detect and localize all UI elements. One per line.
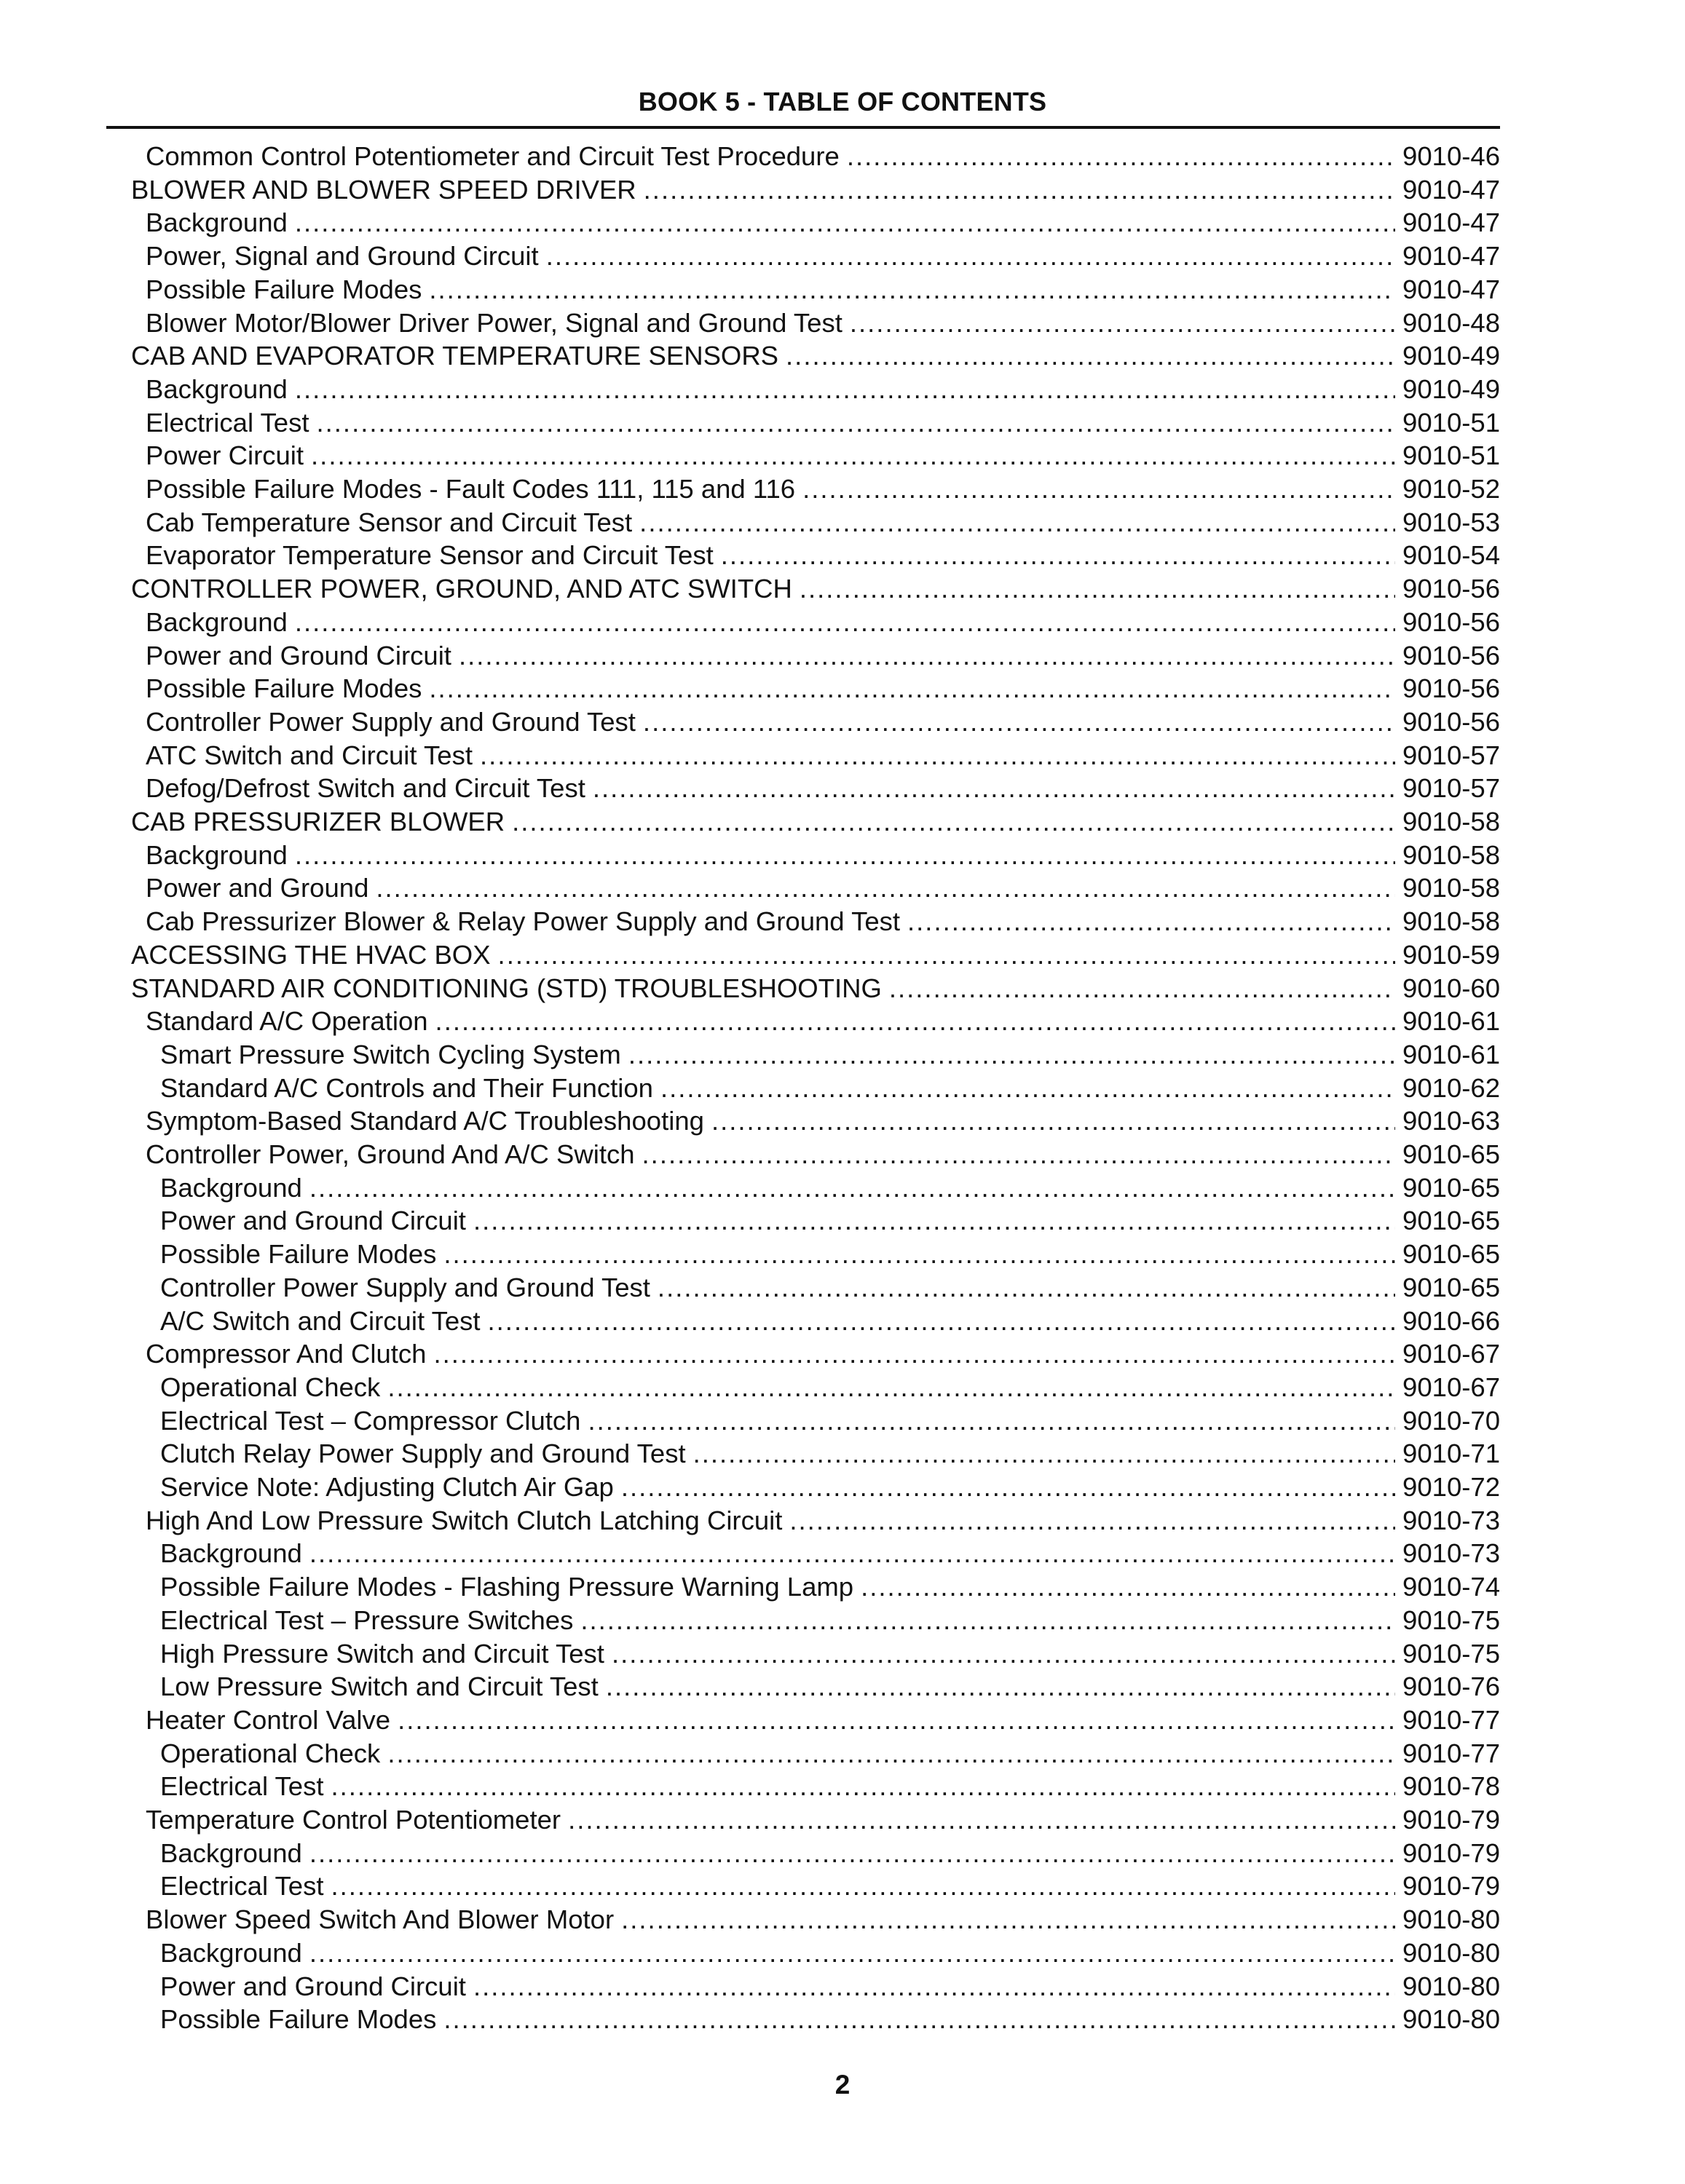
dot-leader <box>429 273 1395 306</box>
toc-entry-title: CAB PRESSURIZER BLOWER <box>131 805 512 839</box>
toc-entry-title: Power Circuit <box>146 439 311 472</box>
toc-entry[interactable] <box>146 406 1500 440</box>
toc-entry-page: 9010-56 <box>1402 607 1500 637</box>
dot-leader <box>660 1072 1395 1105</box>
toc-entry[interactable] <box>146 1337 1500 1371</box>
toc-entry-title: Defog/Defrost Switch and Circuit Test <box>146 772 593 805</box>
toc-entry-page: 9010-80 <box>1402 1904 1500 1934</box>
toc-entry[interactable] <box>146 739 1500 772</box>
toc-entry-page: 9010-56 <box>1402 673 1500 703</box>
toc-entry-title: Cab Pressurizer Blower & Relay Power Supply and Ground Test <box>146 905 907 938</box>
toc-entry[interactable] <box>146 472 1500 506</box>
dot-leader <box>311 439 1395 472</box>
toc-entry-title: Blower Speed Switch And Blower Motor <box>146 1903 621 1936</box>
toc-entry-page: 9010-58 <box>1402 807 1500 836</box>
toc-entry-title: Heater Control Valve <box>146 1704 398 1737</box>
toc-entry-page: 9010-53 <box>1402 507 1500 537</box>
toc-entry-page: 9010-63 <box>1402 1106 1500 1136</box>
title-divider <box>106 126 1500 129</box>
dot-leader <box>621 1471 1395 1504</box>
toc-entry[interactable] <box>146 839 1500 872</box>
toc-entry-title: Operational Check <box>160 1737 387 1770</box>
toc-entry-page: 9010-59 <box>1402 940 1500 970</box>
toc-entry[interactable] <box>131 938 1500 972</box>
toc-entry-page: 9010-80 <box>1402 1971 1500 2001</box>
toc-entry-title: Smart Pressure Switch Cycling System <box>160 1038 628 1072</box>
toc-entry[interactable] <box>146 1704 1500 1737</box>
toc-entry-page: 9010-79 <box>1402 1805 1500 1835</box>
toc-entry-title: Background <box>146 373 295 406</box>
toc-entry-page: 9010-58 <box>1402 873 1500 903</box>
toc-entry[interactable] <box>146 1104 1500 1138</box>
dot-leader <box>850 306 1395 340</box>
toc-entry-title: Power and Ground Circuit <box>146 639 459 673</box>
dot-leader <box>628 1038 1395 1072</box>
toc-entry-title: CONTROLLER POWER, GROUND, AND ATC SWITCH <box>131 572 800 606</box>
toc-entry-title: Operational Check <box>160 1371 387 1404</box>
toc-entry-page: 9010-52 <box>1402 474 1500 504</box>
toc-entry[interactable] <box>160 2003 1500 2036</box>
toc-entry-title: Common Control Potentiometer and Circuit Test Procedure <box>146 140 847 173</box>
toc-entry[interactable] <box>146 373 1500 406</box>
toc-entry[interactable] <box>160 1870 1500 1903</box>
toc-entry-title: Evaporator Temperature Sensor and Circuit Test <box>146 539 721 572</box>
toc-entry-title: Background <box>160 1936 309 1970</box>
toc-entry[interactable] <box>160 1404 1500 1438</box>
toc-entry-title: Possible Failure Modes <box>146 273 429 306</box>
toc-entry-title: Low Pressure Switch and Circuit Test <box>160 1670 606 1704</box>
page-title: BOOK 5 - TABLE OF CONTENTS <box>638 87 1047 116</box>
dot-leader <box>580 1604 1395 1637</box>
toc-entry-title: Symptom-Based Standard A/C Troubleshooting <box>146 1104 711 1138</box>
dot-leader <box>711 1104 1395 1138</box>
toc-entry-page: 9010-58 <box>1402 906 1500 936</box>
toc-entry[interactable] <box>146 1504 1500 1538</box>
toc-entry-title: Background <box>146 839 295 872</box>
dot-leader <box>907 905 1395 938</box>
dot-leader <box>546 240 1395 273</box>
toc-entry-title: High And Low Pressure Switch Clutch Latching Circuit <box>146 1504 789 1538</box>
dot-leader <box>512 805 1395 839</box>
toc-entry-page: 9010-72 <box>1402 1472 1500 1502</box>
toc-entry[interactable] <box>160 1038 1500 1072</box>
toc-entry[interactable] <box>160 1471 1500 1504</box>
toc-entry-title: Electrical Test <box>146 406 317 440</box>
toc-entry[interactable] <box>160 1437 1500 1471</box>
dot-leader <box>387 1371 1395 1404</box>
toc-entry-page: 9010-77 <box>1402 1705 1500 1735</box>
toc-entry[interactable] <box>160 1238 1500 1271</box>
toc-entry[interactable] <box>160 1970 1500 2003</box>
toc-entry-title: Background <box>160 1171 309 1205</box>
dot-leader <box>331 1770 1396 1803</box>
dot-leader <box>606 1670 1395 1704</box>
toc-entry-page: 9010-56 <box>1402 641 1500 670</box>
dot-leader <box>443 2003 1395 2036</box>
dot-leader <box>433 1337 1395 1371</box>
toc-entry-title: A/C Switch and Circuit Test <box>160 1305 488 1338</box>
toc-entry-title: Background <box>160 1537 309 1570</box>
toc-entry-title: Background <box>146 606 295 639</box>
toc-entry[interactable] <box>160 1537 1500 1570</box>
dot-leader <box>317 406 1396 440</box>
toc-entry-title: CAB AND EVAPORATOR TEMPERATURE SENSORS <box>131 339 786 373</box>
toc-entry[interactable] <box>146 306 1500 340</box>
dot-leader <box>387 1737 1395 1770</box>
dot-leader <box>309 1837 1395 1870</box>
toc-entry-title: Possible Failure Modes <box>160 2003 443 2036</box>
toc-entry-title: Cab Temperature Sensor and Circuit Test <box>146 506 639 539</box>
toc-entry-page: 9010-65 <box>1402 1273 1500 1302</box>
toc-entry-page: 9010-58 <box>1402 840 1500 870</box>
dot-leader <box>847 140 1395 173</box>
toc-entry-page: 9010-80 <box>1402 2004 1500 2034</box>
toc-entry[interactable] <box>160 1737 1500 1770</box>
toc-entry-page: 9010-65 <box>1402 1239 1500 1269</box>
dot-leader <box>621 1903 1395 1936</box>
toc-entry-title: Temperature Control Potentiometer <box>146 1803 568 1837</box>
toc-entry[interactable] <box>160 1670 1500 1704</box>
toc-entry[interactable] <box>131 173 1500 207</box>
toc-entry-title: Electrical Test <box>160 1770 331 1803</box>
toc-entry-page: 9010-62 <box>1402 1073 1500 1103</box>
toc-entry-page: 9010-65 <box>1402 1173 1500 1203</box>
dot-leader <box>309 1936 1395 1970</box>
toc-entry[interactable] <box>160 1770 1500 1803</box>
toc-entry-page: 9010-67 <box>1402 1372 1500 1402</box>
toc-entry-page: 9010-57 <box>1402 740 1500 770</box>
toc-entry[interactable] <box>160 1936 1500 1970</box>
toc-entry-title: ACCESSING THE HVAC BOX <box>131 938 498 972</box>
toc-entry-page: 9010-71 <box>1402 1439 1500 1468</box>
toc-entry-page: 9010-46 <box>1402 141 1500 171</box>
toc-entry-title: Power and Ground Circuit <box>160 1970 473 2003</box>
toc-entry-title: Power and Ground Circuit <box>160 1204 473 1238</box>
toc-entry[interactable] <box>146 1138 1500 1171</box>
toc-entry[interactable] <box>131 339 1500 373</box>
toc-entry[interactable] <box>160 1171 1500 1205</box>
toc-entry-title: Controller Power Supply and Ground Test <box>146 705 643 739</box>
dot-leader <box>435 1005 1396 1038</box>
dot-leader <box>721 539 1395 572</box>
toc-entry[interactable] <box>160 1371 1500 1404</box>
toc-entry-title: Power and Ground <box>146 871 376 905</box>
toc-entry-page: 9010-51 <box>1402 440 1500 470</box>
dot-leader <box>295 839 1395 872</box>
toc-entry[interactable] <box>146 705 1500 739</box>
toc-entry[interactable] <box>160 1271 1500 1305</box>
toc-entry[interactable] <box>146 1005 1500 1038</box>
dot-leader <box>642 1138 1396 1171</box>
toc-entry-title: BLOWER AND BLOWER SPEED DRIVER <box>131 173 644 207</box>
toc-entry-title: Service Note: Adjusting Clutch Air Gap <box>160 1471 621 1504</box>
dot-leader <box>498 938 1396 972</box>
dot-leader <box>473 1970 1395 2003</box>
toc-entry-title: Standard A/C Operation <box>146 1005 435 1038</box>
dot-leader <box>588 1404 1395 1438</box>
toc-entry-page: 9010-61 <box>1402 1040 1500 1069</box>
toc-entry[interactable] <box>160 1204 1500 1238</box>
toc-entry[interactable] <box>146 539 1500 572</box>
toc-entry-page: 9010-80 <box>1402 1938 1500 1968</box>
toc-entry-page: 9010-77 <box>1402 1738 1500 1768</box>
toc-entry[interactable] <box>146 871 1500 905</box>
toc-entry[interactable] <box>131 805 1500 839</box>
toc-entry-title: Electrical Test <box>160 1870 331 1903</box>
toc-entry[interactable] <box>146 206 1500 240</box>
toc-entry[interactable] <box>146 140 1500 173</box>
toc-entry-title: Possible Failure Modes - Flashing Pressure Warning Lamp <box>160 1570 861 1604</box>
toc-entry-page: 9010-78 <box>1402 1771 1500 1801</box>
toc-entry-page: 9010-47 <box>1402 175 1500 205</box>
toc-entry[interactable] <box>160 1604 1500 1637</box>
toc-entry-title: Controller Power, Ground And A/C Switch <box>146 1138 642 1171</box>
dot-leader <box>643 705 1395 739</box>
toc-entry-page: 9010-76 <box>1402 1671 1500 1701</box>
toc-entry-page: 9010-70 <box>1402 1406 1500 1436</box>
toc-entry[interactable] <box>160 1072 1500 1105</box>
toc-entry[interactable] <box>146 606 1500 639</box>
toc-entry-page: 9010-75 <box>1402 1639 1500 1669</box>
toc-entry[interactable] <box>146 240 1500 273</box>
toc-entry-title: Possible Failure Modes - Fault Codes 111, 115 and 116 <box>146 472 802 506</box>
toc-entry-title: Possible Failure Modes <box>146 672 429 705</box>
dot-leader <box>473 1204 1395 1238</box>
dot-leader <box>376 871 1395 905</box>
toc-entry-page: 9010-73 <box>1402 1538 1500 1568</box>
toc-entry-page: 9010-49 <box>1402 341 1500 371</box>
toc-entry-page: 9010-54 <box>1402 540 1500 570</box>
toc-entry-title: Blower Motor/Blower Driver Power, Signal and Ground Test <box>146 306 850 340</box>
toc-entry[interactable] <box>146 905 1500 938</box>
toc-entry-page: 9010-51 <box>1402 408 1500 438</box>
dot-leader <box>398 1704 1395 1737</box>
dot-leader <box>639 506 1395 539</box>
dot-leader <box>331 1870 1396 1903</box>
toc-entry[interactable] <box>146 772 1500 805</box>
toc-entry-page: 9010-73 <box>1402 1506 1500 1535</box>
toc-entry-page: 9010-74 <box>1402 1572 1500 1602</box>
toc-entry-title: Standard A/C Controls and Their Function <box>160 1072 660 1105</box>
toc-entry[interactable] <box>160 1570 1500 1604</box>
toc-entry-page: 9010-61 <box>1402 1006 1500 1036</box>
toc-entry-title: Background <box>160 1837 309 1870</box>
toc-entry[interactable] <box>146 639 1500 673</box>
toc-entry-page: 9010-65 <box>1402 1206 1500 1235</box>
toc-entry-page: 9010-79 <box>1402 1838 1500 1868</box>
toc-entry-title: Clutch Relay Power Supply and Ground Test <box>160 1437 693 1471</box>
toc-entry-page: 9010-79 <box>1402 1871 1500 1901</box>
dot-leader <box>443 1238 1395 1271</box>
dot-leader <box>593 772 1395 805</box>
toc-entry-page: 9010-47 <box>1402 274 1500 304</box>
dot-leader <box>861 1570 1395 1604</box>
dot-leader <box>693 1437 1395 1471</box>
toc-entry-title: Possible Failure Modes <box>160 1238 443 1271</box>
toc-entry-page: 9010-66 <box>1402 1306 1500 1336</box>
toc-entry[interactable] <box>146 1903 1500 1936</box>
dot-leader <box>295 206 1395 240</box>
toc-entry-page: 9010-56 <box>1402 574 1500 604</box>
toc-entry-page: 9010-60 <box>1402 973 1500 1003</box>
dot-leader <box>612 1637 1395 1671</box>
toc-entry-page: 9010-75 <box>1402 1605 1500 1635</box>
toc-entry-title: Background <box>146 206 295 240</box>
toc-entry-title: Controller Power Supply and Ground Test <box>160 1271 658 1305</box>
toc-entry-page: 9010-47 <box>1402 241 1500 271</box>
toc-entry-title: STANDARD AIR CONDITIONING (STD) TROUBLESHOOTING <box>131 972 889 1005</box>
dot-leader <box>429 672 1395 705</box>
dot-leader <box>459 639 1395 673</box>
dot-leader <box>800 572 1395 606</box>
toc-entry-page: 9010-48 <box>1402 308 1500 338</box>
toc-entry-page: 9010-57 <box>1402 773 1500 803</box>
page-number: 2 <box>834 2070 851 2100</box>
dot-leader <box>568 1803 1395 1837</box>
toc-entry[interactable] <box>146 1803 1500 1837</box>
toc-entry-title: Electrical Test – Pressure Switches <box>160 1604 580 1637</box>
toc-entry[interactable] <box>131 572 1500 606</box>
toc-entry-title: High Pressure Switch and Circuit Test <box>160 1637 612 1671</box>
toc-entry[interactable] <box>146 439 1500 472</box>
toc-entry-title: ATC Switch and Circuit Test <box>146 739 480 772</box>
dot-leader <box>480 739 1395 772</box>
toc-entry[interactable] <box>146 506 1500 539</box>
dot-leader <box>644 173 1395 207</box>
toc-entry-page: 9010-65 <box>1402 1139 1500 1169</box>
dot-leader <box>309 1171 1395 1205</box>
toc-entry-page: 9010-47 <box>1402 207 1500 237</box>
toc-entry[interactable] <box>146 672 1500 705</box>
toc-entry-title: Electrical Test – Compressor Clutch <box>160 1404 588 1438</box>
toc-entry-page: 9010-49 <box>1402 374 1500 404</box>
toc-entry[interactable] <box>160 1837 1500 1870</box>
dot-leader <box>658 1271 1395 1305</box>
toc-entry[interactable] <box>131 972 1500 1005</box>
dot-leader <box>786 339 1395 373</box>
dot-leader <box>802 472 1395 506</box>
dot-leader <box>889 972 1395 1005</box>
dot-leader <box>295 606 1395 639</box>
toc-entry[interactable] <box>160 1305 1500 1338</box>
toc-entry[interactable] <box>146 273 1500 306</box>
dot-leader <box>295 373 1395 406</box>
toc-entry[interactable] <box>160 1637 1500 1671</box>
dot-leader <box>488 1305 1396 1338</box>
toc-entry-page: 9010-67 <box>1402 1339 1500 1369</box>
toc-entry-title: Power, Signal and Ground Circuit <box>146 240 546 273</box>
toc-entry-page: 9010-56 <box>1402 707 1500 737</box>
dot-leader <box>309 1537 1395 1570</box>
toc-entry-title: Compressor And Clutch <box>146 1337 433 1371</box>
dot-leader <box>789 1504 1395 1538</box>
